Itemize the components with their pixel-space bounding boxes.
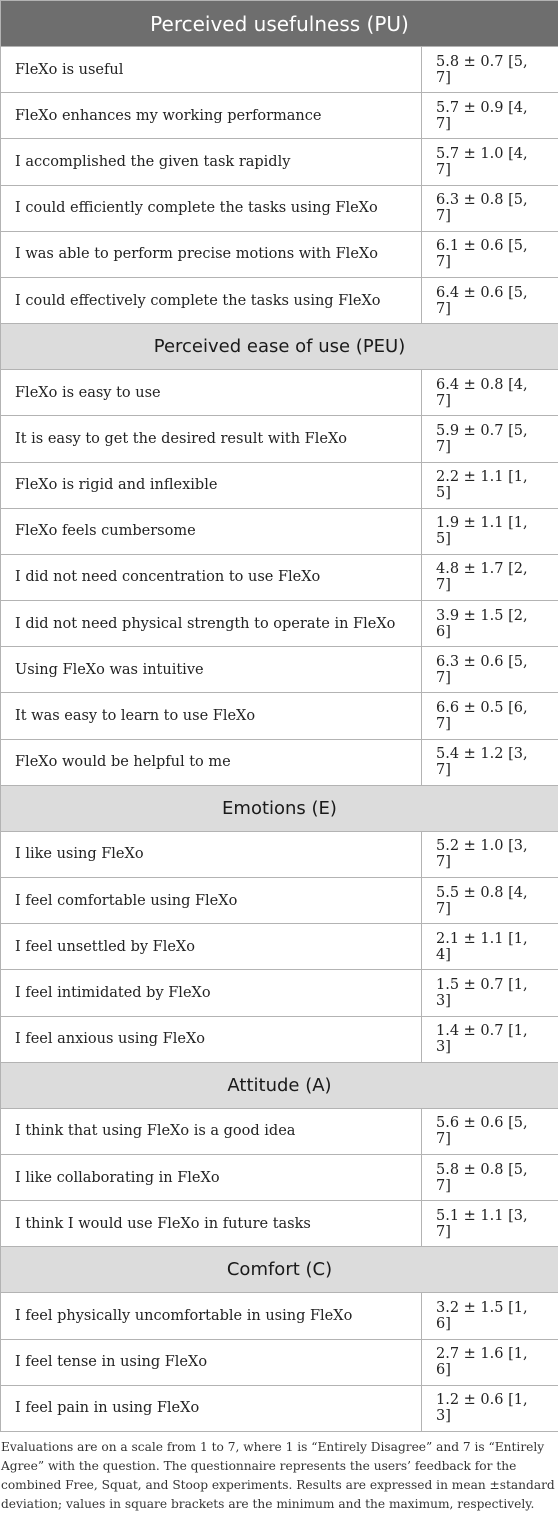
table-row	[1, 1385, 558, 1431]
section-title: Comfort (C)	[1, 1247, 558, 1293]
value-cell: 6.1 ± 0.6 [5, 7]	[422, 231, 558, 277]
statement-cell: FleXo would be helpful to me	[1, 739, 422, 785]
table-row	[1, 693, 558, 739]
statement-cell: I feel pain in using FleXo	[1, 1385, 422, 1431]
section-title: Attitude (A)	[1, 1062, 558, 1108]
value-cell: 2.1 ± 1.1 [1, 4]	[422, 924, 558, 970]
value-cell: 5.8 ± 0.8 [5, 7]	[422, 1154, 558, 1200]
value-cell: 6.4 ± 0.8 [4, 7]	[422, 370, 558, 416]
value-cell: 6.6 ± 0.5 [6, 7]	[422, 693, 558, 739]
value-cell: 5.7 ± 1.0 [4, 7]	[422, 139, 558, 185]
section-title: Perceived ease of use (PEU)	[1, 324, 558, 370]
statement-cell: I was able to perform precise motions with FleXo	[1, 231, 422, 277]
value-cell: 5.7 ± 0.9 [4, 7]	[422, 93, 558, 139]
table-row	[1, 647, 558, 693]
table-row	[1, 139, 558, 185]
statement-cell: I accomplished the given task rapidly	[1, 139, 422, 185]
table-row	[1, 416, 558, 462]
statement-cell: It is easy to get the desired result with FleXo	[1, 416, 422, 462]
value-cell: 1.2 ± 0.6 [1, 3]	[422, 1385, 558, 1431]
value-cell: 5.6 ± 0.6 [5, 7]	[422, 1108, 558, 1154]
table-row	[1, 554, 558, 600]
statement-cell: I like collaborating in FleXo	[1, 1154, 422, 1200]
section-header-row	[1, 1, 558, 47]
section-title: Perceived usefulness (PU)	[1, 1, 558, 47]
value-cell: 5.4 ± 1.2 [3, 7]	[422, 739, 558, 785]
section-header-row	[1, 324, 558, 370]
value-cell: 5.8 ± 0.7 [5, 7]	[422, 47, 558, 93]
value-cell: 5.9 ± 0.7 [5, 7]	[422, 416, 558, 462]
table-row	[1, 462, 558, 508]
statement-cell: Using FleXo was intuitive	[1, 647, 422, 693]
statement-cell: FleXo is useful	[1, 47, 422, 93]
value-cell: 2.2 ± 1.1 [1, 5]	[422, 462, 558, 508]
table-row	[1, 970, 558, 1016]
statement-cell: I could effectively complete the tasks using FleXo	[1, 277, 422, 323]
table-row	[1, 231, 558, 277]
table-row	[1, 93, 558, 139]
questionnaire-table-body	[1, 1, 558, 1432]
value-cell: 5.5 ± 0.8 [4, 7]	[422, 878, 558, 924]
table-row	[1, 185, 558, 231]
value-cell: 1.4 ± 0.7 [1, 3]	[422, 1016, 558, 1062]
table-row	[1, 924, 558, 970]
value-cell: 3.2 ± 1.5 [1, 6]	[422, 1293, 558, 1339]
table-footnote: Evaluations are on a scale from 1 to 7, where 1 is “Entirely Disagree” and 7 is “Entirely Agree” with the question. The questionnaire represents the users’ feedback for the combined Free, Squat, and Stoop experiments. Results are expressed in mean ±standard deviation; values in square brackets are the minimum and the maximum, respectively.	[1, 1439, 555, 1511]
section-header-row	[1, 1247, 558, 1293]
table-row	[1, 277, 558, 323]
statement-cell: I could efficiently complete the tasks using FleXo	[1, 185, 422, 231]
section-title: Emotions (E)	[1, 785, 558, 831]
value-cell: 6.3 ± 0.8 [5, 7]	[422, 185, 558, 231]
statement-cell: I feel intimidated by FleXo	[1, 970, 422, 1016]
statement-cell: FleXo feels cumbersome	[1, 508, 422, 554]
statement-cell: FleXo is easy to use	[1, 370, 422, 416]
section-header-row	[1, 785, 558, 831]
table-row	[1, 508, 558, 554]
value-cell: 6.3 ± 0.6 [5, 7]	[422, 647, 558, 693]
statement-cell: I did not need concentration to use FleXo	[1, 554, 422, 600]
table-row	[1, 1201, 558, 1247]
statement-cell: I feel comfortable using FleXo	[1, 878, 422, 924]
value-cell: 3.9 ± 1.5 [2, 6]	[422, 601, 558, 647]
value-cell: 1.9 ± 1.1 [1, 5]	[422, 508, 558, 554]
statement-cell: I feel unsettled by FleXo	[1, 924, 422, 970]
statement-cell: FleXo enhances my working performance	[1, 93, 422, 139]
statement-cell: I feel tense in using FleXo	[1, 1339, 422, 1385]
value-cell: 1.5 ± 0.7 [1, 3]	[422, 970, 558, 1016]
statement-cell: I did not need physical strength to operate in FleXo	[1, 601, 422, 647]
statement-cell: I think that using FleXo is a good idea	[1, 1108, 422, 1154]
value-cell: 6.4 ± 0.6 [5, 7]	[422, 277, 558, 323]
statement-cell: I feel physically uncomfortable in using FleXo	[1, 1293, 422, 1339]
table-row	[1, 1293, 558, 1339]
statement-cell: It was easy to learn to use FleXo	[1, 693, 422, 739]
table-row	[1, 739, 558, 785]
table-row	[1, 878, 558, 924]
value-cell: 5.1 ± 1.1 [3, 7]	[422, 1201, 558, 1247]
table-row	[1, 370, 558, 416]
section-header-row	[1, 1062, 558, 1108]
statement-cell: I like using FleXo	[1, 831, 422, 877]
table-row	[1, 1108, 558, 1154]
statement-cell: FleXo is rigid and inflexible	[1, 462, 422, 508]
statement-cell: I think I would use FleXo in future tasks	[1, 1201, 422, 1247]
table-row	[1, 831, 558, 877]
table-row	[1, 601, 558, 647]
value-cell: 2.7 ± 1.6 [1, 6]	[422, 1339, 558, 1385]
statement-cell: I feel anxious using FleXo	[1, 1016, 422, 1062]
table-row	[1, 47, 558, 93]
table-row	[1, 1016, 558, 1062]
table-row	[1, 1339, 558, 1385]
value-cell: 4.8 ± 1.7 [2, 7]	[422, 554, 558, 600]
value-cell: 5.2 ± 1.0 [3, 7]	[422, 831, 558, 877]
table-row	[1, 1154, 558, 1200]
